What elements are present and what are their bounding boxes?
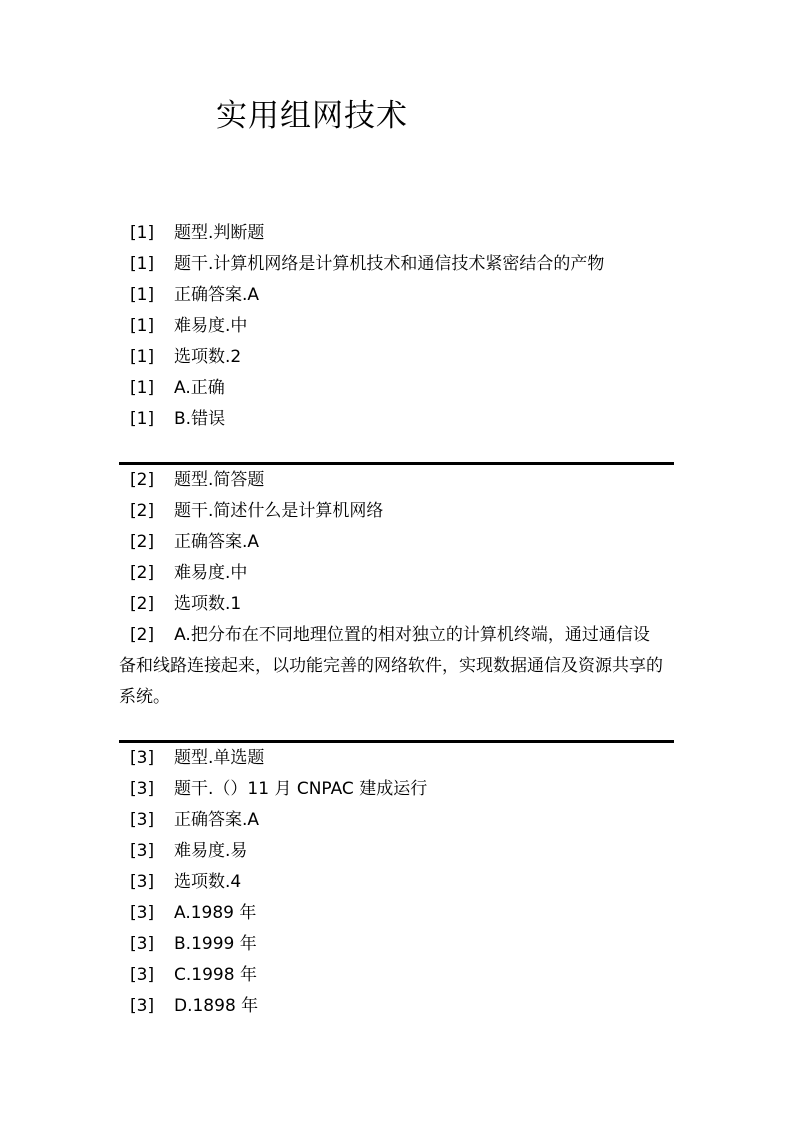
difficulty-row <box>119 836 674 867</box>
question-number: [1] <box>130 223 155 243</box>
question-type-row <box>119 743 674 774</box>
option-row <box>119 991 674 1022</box>
question-stem: 题干.（）11 月 CNPAC 建成运行 <box>174 779 428 799</box>
option-row <box>119 929 674 960</box>
option-b: B.1999 年 <box>174 934 257 954</box>
option-count-row <box>119 589 674 620</box>
option-b: B.错误 <box>174 409 226 429</box>
answer-paragraph-row <box>119 620 664 713</box>
question-number: [2] <box>130 532 155 552</box>
difficulty-row <box>119 558 674 589</box>
question-2 <box>119 465 674 713</box>
difficulty: 难易度.易 <box>174 841 248 861</box>
correct-answer-row <box>119 527 674 558</box>
correct-answer: 正确答案.A <box>174 532 260 552</box>
question-stem-row <box>119 774 674 805</box>
question-number: [3] <box>130 996 155 1016</box>
option-count: 选项数.4 <box>174 872 242 892</box>
question-stem-row <box>119 249 674 280</box>
option-a: A.1989 年 <box>174 903 257 923</box>
question-1 <box>119 218 674 435</box>
correct-answer-row <box>119 280 674 311</box>
correct-answer: 正确答案.A <box>174 285 260 305</box>
option-count-row <box>119 867 674 898</box>
question-number: [3] <box>130 841 155 861</box>
question-3 <box>119 743 674 1022</box>
question-type: 题型.简答题 <box>174 470 265 490</box>
question-number: [3] <box>130 903 155 923</box>
question-number: [1] <box>130 378 155 398</box>
question-stem: 题干.简述什么是计算机网络 <box>174 501 384 521</box>
question-number: [3] <box>130 810 155 830</box>
question-number: [2] <box>130 563 155 583</box>
question-number: [1] <box>130 409 155 429</box>
question-number: [1] <box>130 285 155 305</box>
document-title: 实用组网技术 <box>216 98 408 134</box>
difficulty: 难易度.中 <box>174 316 248 336</box>
question-number: [1] <box>130 347 155 367</box>
option-c: C.1998 年 <box>174 965 257 985</box>
difficulty-row <box>119 311 674 342</box>
question-number: [2] <box>130 501 155 521</box>
option-count-row <box>119 342 674 373</box>
option-a: A.正确 <box>174 378 225 398</box>
option-row <box>119 404 674 435</box>
question-number: [3] <box>130 779 155 799</box>
option-count: 选项数.1 <box>174 594 242 614</box>
question-number: [3] <box>130 965 155 985</box>
option-row <box>119 898 674 929</box>
option-d: D.1898 年 <box>174 996 259 1016</box>
question-stem: 题干.计算机网络是计算机技术和通信技术紧密结合的产物 <box>174 254 605 274</box>
correct-answer: 正确答案.A <box>174 810 260 830</box>
question-number: [2] <box>130 470 155 490</box>
question-number: [3] <box>130 934 155 954</box>
question-type-row <box>119 218 674 249</box>
option-count: 选项数.2 <box>174 347 242 367</box>
question-number: [3] <box>130 872 155 892</box>
question-number: [2] <box>130 625 155 645</box>
difficulty: 难易度.中 <box>174 563 248 583</box>
question-number: [3] <box>130 748 155 768</box>
question-number: [1] <box>130 254 155 274</box>
question-number: [2] <box>130 594 155 614</box>
correct-answer-row <box>119 805 674 836</box>
option-row <box>119 373 674 404</box>
question-number: [1] <box>130 316 155 336</box>
question-stem-row <box>119 496 674 527</box>
answer-paragraph: A.把分布在不同地理位置的相对独立的计算机终端，通过通信设备和线路连接起来，以功能完善的网络软件，实现数据通信及资源共享的系统。 <box>119 625 663 707</box>
question-type: 题型.判断题 <box>174 223 265 243</box>
question-type: 题型.单选题 <box>174 748 265 768</box>
option-row <box>119 960 674 991</box>
question-type-row <box>119 465 674 496</box>
